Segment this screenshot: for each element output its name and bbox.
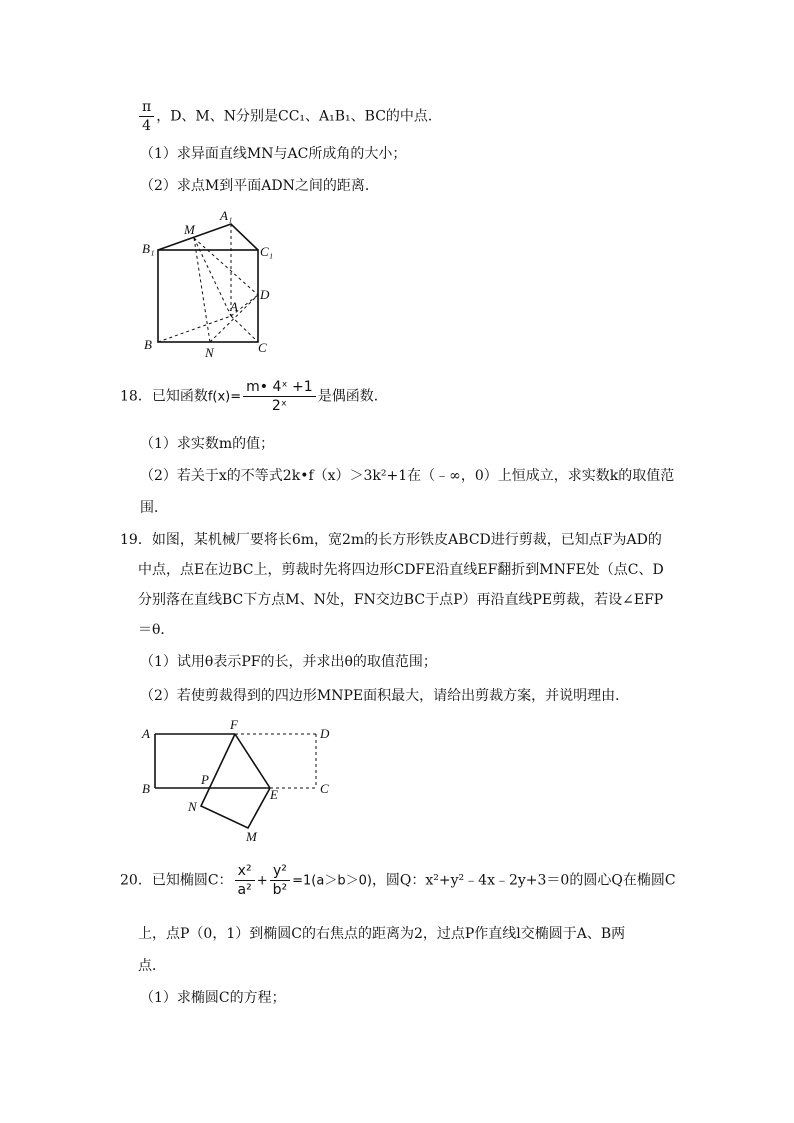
label-P: P [201,772,209,787]
q20-line2: 上，点P（0，1）到椭圆C的右焦点的距离为2，过点P作直线l交椭圆于A、B两 [138,926,626,942]
label-F: F [230,718,238,732]
line-FE [235,734,270,788]
q20-frac-y: $\frac{\text{y²}}{\text{b²}}$ [270,862,291,899]
label-A: A [230,299,238,314]
label-N: N [205,345,214,360]
q20-plus: + [256,873,268,889]
q20-lead: 20．已知椭圆C： [120,872,233,889]
q19-line2: 中点，点E在边BC上，剪裁时先将四边形CDFE沿直线EF翻折到MNFE处（点C、D [138,562,664,578]
q18-sub1: （1）求实数m的值； [140,436,275,452]
label-B: B [144,337,152,352]
q19-sub1: （1）试用θ表示PF的长，并求出θ的取值范围； [140,654,437,670]
label-A: A [142,726,150,741]
q20-frac-x: $\frac{\text{x²}}{\text{a²}}$ [235,862,255,899]
q18-tail: 是偶函数． [317,388,388,405]
q18-fx: f(x)= [207,389,242,405]
q20-eq-tail: =1(a＞b＞0) [292,873,372,889]
q18-sub2-line1: （2）若关于x的不等式2k•f（x）＞3k²+1在（﹣∞，0）上恒成立，求实数k的取值范 [140,468,675,484]
label-M: M [246,829,257,844]
q17-pi-over-4: $\frac{\pi}{4}$ [139,98,154,135]
label-C: C [320,781,329,796]
q19-line1: 19．如图，某机械厂要将长6m，宽2m的长方形铁皮ABCD进行剪裁，已知点F为AD的 [120,532,662,548]
q17-sub2: （2）求点M到平面ADN之间的距离． [140,178,379,194]
original-part-dashed [235,734,316,788]
q17-intro-line [137,98,442,135]
prism-hidden-lines [158,224,258,342]
q19-line4: ＝θ． [138,622,175,638]
q17-prism-figure [138,200,288,360]
q17-sub1: （1）求异面直线MN与AC所成角的大小； [140,146,407,162]
label-B1: B₁ [142,241,155,256]
q18-stem [120,378,388,415]
label-D: D [260,287,270,302]
q19-line3: 分别落在直线BC下方点M、N处，FN交边BC于点P）再沿直线PE剪裁，若设∠EFP [138,592,664,608]
q18-fraction: $\frac{\text{m• 4ˣ +1}}{\text{2ˣ}}$ [243,378,316,415]
q17-intro-text: ，D、M、N分别是CC₁、A₁B₁、BC的中点． [156,108,442,125]
folded-quad-FNME [201,734,270,828]
q18-lead: 18．已知函数 [120,388,208,405]
prism-top-edges [158,224,258,250]
q20-circle-text: ，圆Q：x²+y²﹣4x﹣2y+3＝0的圆心Q在椭圆C [371,872,676,889]
label-A1: A₁ [220,208,233,223]
label-M: M [184,222,195,237]
label-N: N [188,799,197,814]
label-C: C [258,340,267,355]
q20-stem [120,862,676,899]
label-B: B [142,781,150,796]
q19-folding-figure [138,718,338,848]
label-C1: C₁ [260,244,274,259]
label-E: E [270,787,278,802]
label-D: D [320,726,330,741]
q18-sub2-line2: 围． [140,500,168,516]
q19-sub2: （2）若使剪裁得到的四边形MNPE面积最大，请给出剪裁方案，并说明理由． [140,688,630,704]
q20-line3: 点． [138,958,166,974]
q20-sub1: （1）求椭圆C的方程； [140,990,286,1006]
